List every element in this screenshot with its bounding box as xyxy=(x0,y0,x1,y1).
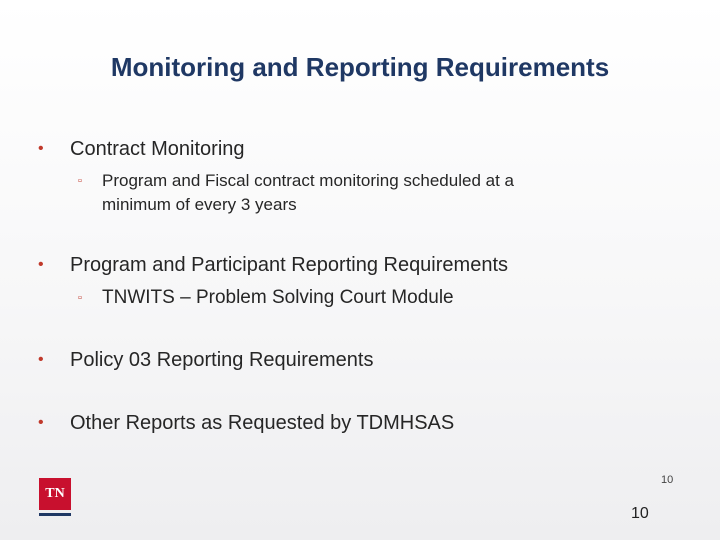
bullet-text: Contract Monitoring xyxy=(70,138,245,160)
bullet-item xyxy=(30,412,454,435)
bullet-glyph: • xyxy=(38,351,44,368)
tn-logo-underline xyxy=(39,513,71,516)
bullet-glyph: • xyxy=(38,414,44,431)
sub-bullet-line: minimum of every 3 years xyxy=(102,195,297,214)
bullet-item xyxy=(30,349,374,372)
bullet-item xyxy=(30,254,508,277)
bullet-item xyxy=(30,138,245,161)
bullet-text: Program and Participant Reporting Requirements xyxy=(70,254,508,276)
sub-bullet-glyph: ▫ xyxy=(78,292,82,304)
slide-title: Monitoring and Reporting Requirements xyxy=(110,52,610,82)
bullet-text: Other Reports as Requested by TDMHSAS xyxy=(70,412,455,434)
bullet-glyph: • xyxy=(38,140,44,157)
tn-logo-mark: TN xyxy=(39,478,71,510)
sub-bullet-glyph: ▫ xyxy=(78,175,82,187)
sub-bullet-line: TNWITS – Problem Solving Court Module xyxy=(102,287,454,308)
sub-bullet-line: Program and Fiscal contract monitoring scheduled at a xyxy=(102,171,514,190)
slide-number-small: 10 xyxy=(661,474,674,486)
sub-bullet-item xyxy=(78,169,638,217)
bullet-text: Policy 03 Reporting Requirements xyxy=(70,349,374,371)
slide-number: 10 xyxy=(631,505,649,522)
tn-logo xyxy=(39,478,71,518)
bullet-glyph: • xyxy=(38,256,44,273)
sub-bullet-item xyxy=(78,286,638,310)
